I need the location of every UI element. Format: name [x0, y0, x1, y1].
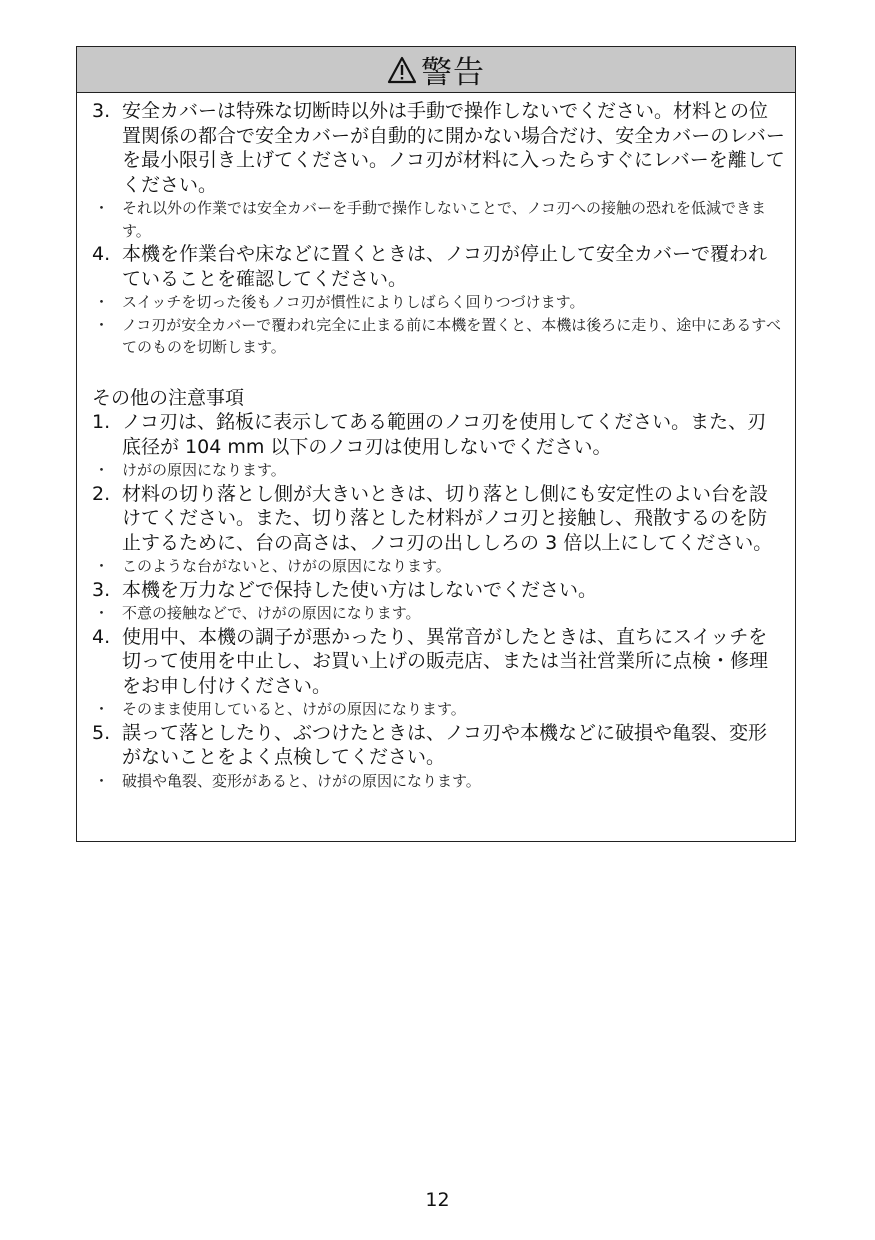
item-body: 本機を万力などで保持した使い方はしないでください。: [122, 578, 598, 601]
item-note: [92, 197, 785, 242]
note-text: そのまま使用していると、けがの原因になります。: [122, 700, 466, 718]
page-number: 12: [425, 1189, 450, 1211]
item-text: [92, 242, 785, 291]
precaution-item: [92, 482, 785, 578]
item-note: [92, 459, 785, 482]
warning-content: [77, 93, 795, 792]
warning-item: [92, 242, 785, 359]
warning-header: [77, 47, 795, 93]
bullet-dot: ・: [94, 461, 110, 479]
item-note: [92, 698, 785, 721]
precaution-item: [92, 721, 785, 793]
item-note: [92, 314, 785, 359]
item-body: 材料の切り落とし側が大きいときは、切り落とし側にも安定性のよい台を設けてください。また、切り落とした材料がノコ刃と接触し、飛散するのを防止するために、台の高さは、ノコ刃の出ししろの 3 倍以上にしてください。: [122, 482, 773, 554]
item-text: [92, 482, 785, 556]
item-number: 1.: [92, 411, 111, 433]
item-body: 誤って落としたり、ぶつけたときは、ノコ刃や本機などに破損や亀裂、変形がないことをよく点検してください。: [122, 721, 768, 768]
item-body: 本機を作業台や床などに置くときは、ノコ刃が停止して安全カバーで覆われていることを確認してください。: [122, 243, 768, 290]
bullet-dot: ・: [94, 700, 110, 718]
bullet-dot: ・: [94, 293, 110, 311]
item-number: 4.: [92, 625, 111, 648]
item-text: [92, 410, 785, 459]
note-text: ノコ刃が安全カバーで覆われ完全に止まる前に本機を置くと、本機は後ろに走り、途中にあるすべてのものを切断します。: [122, 315, 781, 356]
precaution-item: [92, 410, 785, 482]
item-text: [92, 99, 785, 197]
item-note: [92, 291, 785, 314]
precaution-item: [92, 578, 785, 625]
item-number: 3.: [92, 578, 111, 601]
item-number: 3.: [92, 100, 111, 122]
item-text: [92, 721, 785, 770]
bullet-dot: ・: [94, 604, 110, 622]
bullet-dot: ・: [94, 771, 110, 790]
item-number: 4.: [92, 243, 111, 265]
note-text: このような台がないと、けがの原因になります。: [122, 557, 451, 575]
note-text: それ以外の作業では安全カバーを手動で操作しないことで、ノコ刃への接触の恐れを低減できます。: [122, 199, 766, 240]
item-text: [92, 625, 785, 699]
warning-title: 警告: [421, 55, 485, 91]
note-text: けがの原因になります。: [122, 461, 286, 479]
item-body: ノコ刃は、銘板に表示してある範囲のノコ刃を使用してください。また、刃底径が 104 mm 以下のノコ刃は使用しないでください。: [122, 411, 767, 458]
item-text: [92, 578, 785, 603]
bullet-dot: ・: [94, 315, 110, 334]
note-text: 不意の接触などで、けがの原因になります。: [122, 604, 421, 622]
item-body: 安全カバーは特殊な切断時以外は手動で操作しないでください。材料との位置関係の都合で安全カバーが自動的に開かない場合だけ、安全カバーのレバーを最小限引き上げてください。ノコ刃が材料に入ったらすぐにレバーを離してください。: [122, 100, 785, 196]
warning-item: [92, 99, 785, 242]
item-number: 2.: [92, 482, 111, 505]
warning-triangle-icon: [387, 56, 417, 84]
item-number: 5.: [92, 721, 111, 744]
precaution-item: [92, 625, 785, 721]
bullet-dot: ・: [94, 199, 110, 217]
bullet-dot: ・: [94, 557, 110, 575]
item-body: 使用中、本機の調子が悪かったり、異常音がしたときは、直ちにスイッチを切って使用を中止し、お買い上げの販売店、または当社営業所に点検・修理をお申し付けください。: [122, 625, 769, 697]
other-precautions-heading: その他の注意事項: [92, 386, 245, 409]
note-text: スイッチを切った後もノコ刃が慣性によりしばらく回りつづけます。: [122, 293, 585, 311]
item-note: [92, 602, 785, 625]
item-note: [92, 770, 785, 793]
note-text: 破損や亀裂、変形があると、けがの原因になります。: [122, 771, 481, 790]
warning-box: [76, 46, 796, 842]
item-note: [92, 555, 785, 578]
